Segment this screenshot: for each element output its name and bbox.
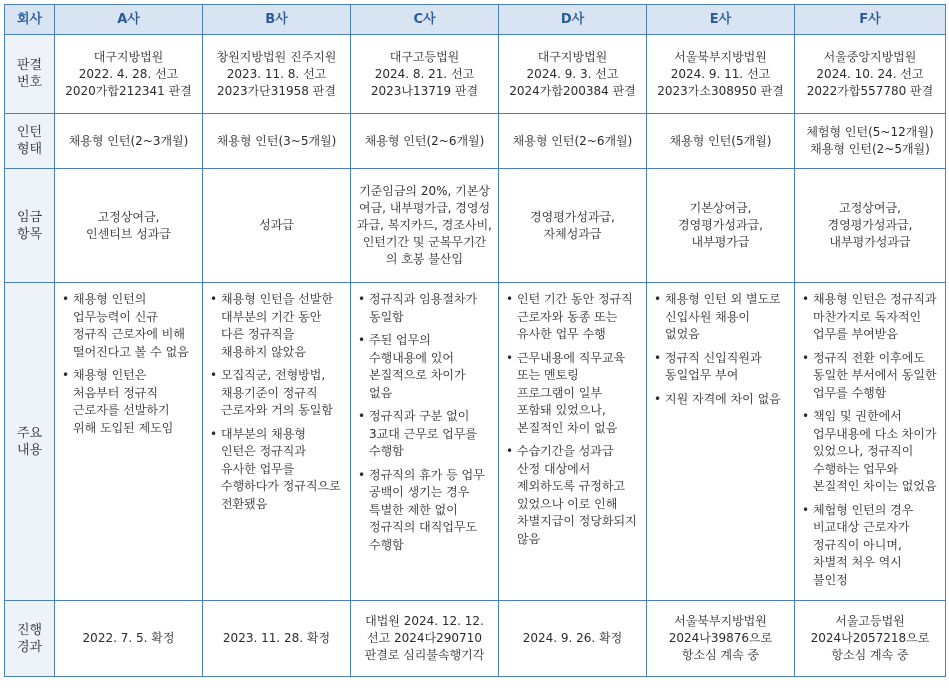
bullet-item: • 채용형 인턴은 처음부터 정규직 근로자를 선발하기 위해 도입된 제도임 [61, 367, 194, 437]
case-number-d: 대구지방법원 2024. 9. 3. 선고 2024가합200384 판결 [499, 35, 647, 114]
bullet-item: • 채용형 인턴 외 별도로 신입사원 채용이 없었음 [653, 291, 786, 344]
wage-items-d: 경영평가성과급, 자체성과급 [499, 169, 647, 283]
intern-type-b: 채용형 인턴(3~5개월) [203, 114, 351, 169]
bullet-list [209, 291, 342, 513]
intern-type-f: 체험형 인턴(5~12개월) 채용형 인턴(2~5개월) [795, 114, 946, 169]
wage-items-b: 성과급 [203, 169, 351, 283]
bullet-list [505, 291, 638, 548]
progress-b: 2023. 11. 28. 확정 [203, 601, 351, 677]
case-number-a: 대구지방법원 2022. 4. 28. 선고 2020가합212341 판결 [55, 35, 203, 114]
bullet-item: • 인턴 기간 동안 정규직 근로자와 동종 또는 유사한 업무 수행 [505, 291, 638, 344]
header-company-b: B사 [203, 5, 351, 35]
main-content-c [351, 283, 499, 601]
wage-items-a: 고정상여금, 인센티브 성과급 [55, 169, 203, 283]
bullet-item: • 체험형 인턴의 경우 비교대상 근로자가 정규직이 아니며, 차별적 처우 역시 불인정 [801, 502, 937, 590]
bullet-list [357, 291, 490, 554]
bullet-item: • 근무내용에 직무교육 또는 멘토링 프로그램이 일부 포함돼 있었으나, 본질적인 차이 없음 [505, 350, 638, 438]
wage-items-f: 고정상여금, 경영평가성과급, 내부평가성과급 [795, 169, 946, 283]
main-content-b [203, 283, 351, 601]
header-company-a: A사 [55, 5, 203, 35]
row-intern-type [5, 114, 946, 169]
court-cases-table [4, 4, 946, 677]
row-progress [5, 601, 946, 677]
row-label-intern-type: 인턴 형태 [5, 114, 55, 169]
intern-type-d: 채용형 인턴(2~6개월) [499, 114, 647, 169]
row-wage-items [5, 169, 946, 283]
header-company-label: 회사 [5, 5, 55, 35]
progress-c: 대법원 2024. 12. 12. 선고 2024다290710 판결로 심리불속행기각 [351, 601, 499, 677]
bullet-item: • 채용형 인턴을 선발한 대부분의 기간 동안 다른 정규직을 채용하지 않았음 [209, 291, 342, 361]
case-number-e: 서울북부지방법원 2024. 9. 11. 선고 2023가소308950 판결 [647, 35, 795, 114]
header-company-f: F사 [795, 5, 946, 35]
row-label-main-content: 주요 내용 [5, 283, 55, 601]
case-number-f: 서울중앙지방법원 2024. 10. 24. 선고 2022가합557780 판결 [795, 35, 946, 114]
bullet-item: • 정규직의 휴가 등 업무 공백이 생기는 경우 특별한 제한 없이 정규직의 대직업무도 수행함 [357, 467, 490, 555]
case-number-c: 대구고등법원 2024. 8. 21. 선고 2023나13719 판결 [351, 35, 499, 114]
bullet-list [653, 291, 786, 408]
header-company-e: E사 [647, 5, 795, 35]
header-row [5, 5, 946, 35]
case-number-b: 창원지방법원 진주지원 2023. 11. 8. 선고 2023가단31958 판결 [203, 35, 351, 114]
progress-e: 서울북부지방법원 2024나39876으로 항소심 계속 중 [647, 601, 795, 677]
header-company-d: D사 [499, 5, 647, 35]
bullet-item: • 대부분의 채용형 인턴은 정규직과 유사한 업무를 수행하다가 정규직으로 전환됐음 [209, 426, 342, 514]
bullet-item: • 채용형 인턴은 정규직과 마찬가지로 독자적인 업무를 부여받음 [801, 291, 937, 344]
row-label-progress: 진행 경과 [5, 601, 55, 677]
row-case-number [5, 35, 946, 114]
progress-a: 2022. 7. 5. 확정 [55, 601, 203, 677]
wage-items-e: 기본상여금, 경영평가성과급, 내부평가급 [647, 169, 795, 283]
progress-d: 2024. 9. 26. 확정 [499, 601, 647, 677]
bullet-item: • 정규직과 구분 없이 3교대 근무로 업무를 수행함 [357, 408, 490, 461]
bullet-item: • 정규직과 임용절차가 동일함 [357, 291, 490, 326]
bullet-item: • 모집직군, 전형방법, 채용기준이 정규직 근로자와 거의 동일함 [209, 367, 342, 420]
main-content-d [499, 283, 647, 601]
row-label-wage-items: 임금 항목 [5, 169, 55, 283]
main-content-a [55, 283, 203, 601]
bullet-list [801, 291, 937, 589]
bullet-item: • 수습기간을 성과급 산정 대상에서 제외하도록 규정하고 있었으나 이로 인해 차별지급이 정당화되지 않음 [505, 443, 638, 548]
bullet-item: • 주된 업무의 수행내용에 있어 본질적으로 차이가 없음 [357, 332, 490, 402]
main-content-f [795, 283, 946, 601]
bullet-item: • 지원 자격에 차이 없음 [653, 391, 786, 409]
intern-type-a: 채용형 인턴(2~3개월) [55, 114, 203, 169]
row-label-case-number: 판결 번호 [5, 35, 55, 114]
wage-items-c: 기준임금의 20%, 기본상 여금, 내부평가급, 경영성 과급, 복지카드, 경조사비, 인턴기간 및 군복무기간 의 호봉 불산입 [351, 169, 499, 283]
intern-type-e: 채용형 인턴(5개월) [647, 114, 795, 169]
bullet-item: • 정규직 전환 이후에도 동일한 부서에서 동일한 업무를 수행함 [801, 350, 937, 403]
row-main-content [5, 283, 946, 601]
intern-type-c: 채용형 인턴(2~6개월) [351, 114, 499, 169]
bullet-item: • 책임 및 권한에서 업무내용에 다소 차이가 있었으나, 정규직이 수행하는 업무와 본질적인 차이는 없었음 [801, 408, 937, 496]
bullet-list [61, 291, 194, 437]
main-content-e [647, 283, 795, 601]
header-company-c: C사 [351, 5, 499, 35]
progress-f: 서울고등법원 2024나2057218으로 항소심 계속 중 [795, 601, 946, 677]
bullet-item: • 채용형 인턴의 업무능력이 신규 정규직 근로자에 비해 떨어진다고 볼 수 없음 [61, 291, 194, 361]
bullet-item: • 정규직 신입직원과 동일업무 부여 [653, 350, 786, 385]
